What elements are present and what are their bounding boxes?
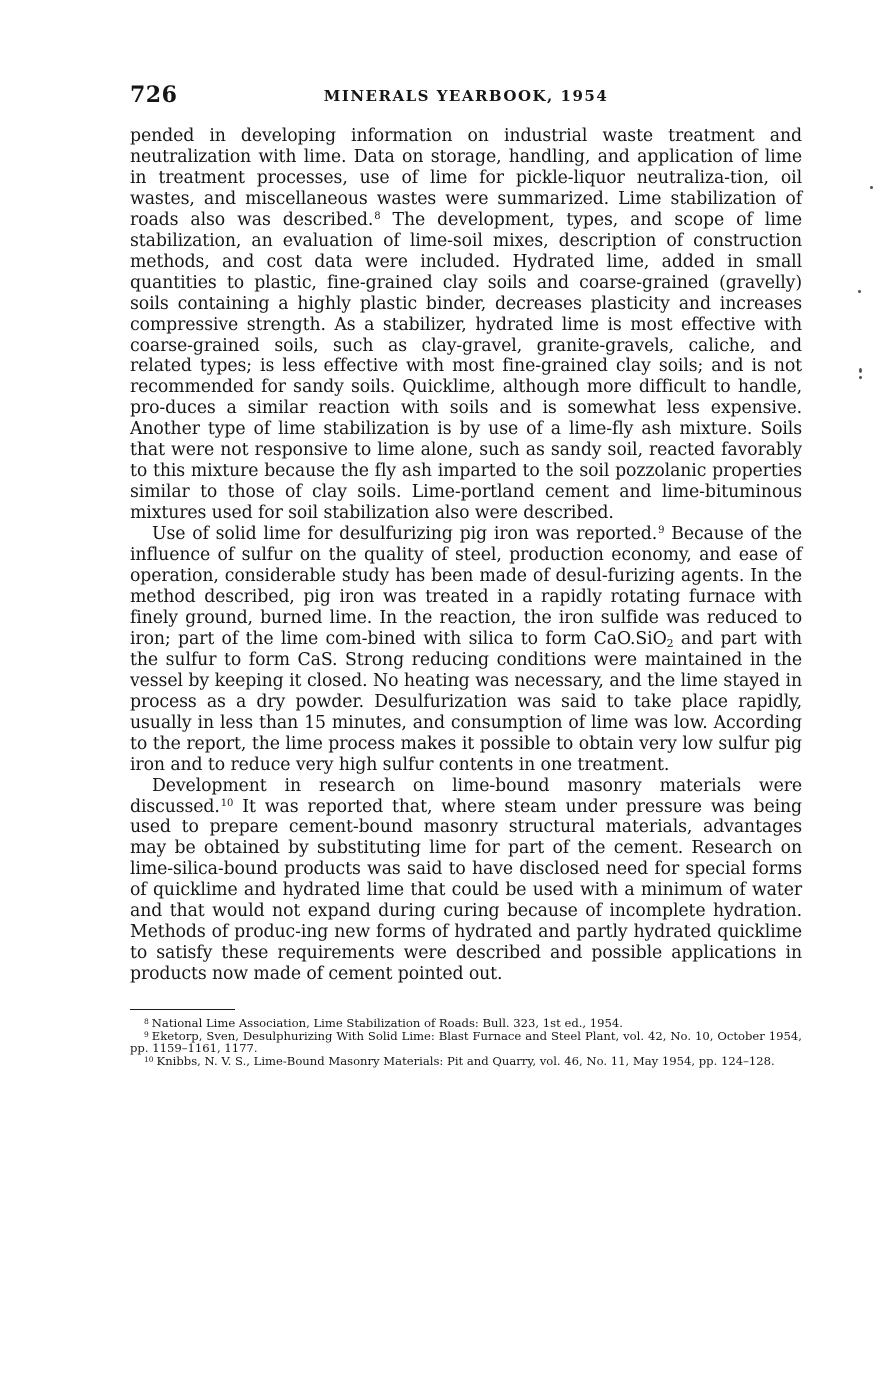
footnote-ref-9[interactable]: 9: [658, 525, 665, 537]
scan-speck: [858, 290, 861, 293]
scan-speck: [859, 376, 862, 379]
scan-speck: [859, 368, 862, 373]
footnote-number: 9: [144, 1029, 149, 1039]
page-content: [130, 82, 802, 1067]
page-number: 726: [130, 82, 178, 108]
text-segment: It was reported that, where steam under pressure was being used to prepare cement-bound masonry structural materials, advantages may be obtained by substituting lime for part of the cement. Research on lime-silica-bound products was said to have disclosed need for special forms of quicklime and hydrated lime that could be used with a minimum of water and that would not expand during curing because of incomplete hydration. Methods of produc-ing new forms of hydrated and partly hydrated quicklime to satisfy these requirements were described and possible applications in products now made of cement pointed out.: [130, 796, 802, 985]
paragraph-desulfurizing: [130, 524, 802, 775]
footnote-9: [130, 1030, 802, 1055]
text-segment: The development, types, and scope of lime stabilization, an evaluation of lime-soil mixes, description of construction methods, and cost data were included. Hydrated lime, added in small quantities to plastic, fine-grained clay soils and coarse-grained (gravelly) soils containing a highly plastic binder, decreases plasticity and increases compressive strength. As a stabilizer, hydrated lime is most effective with coarse-grained soils, such as clay-gravel, granite-gravels, caliche, and related types; is less effective with most fine-grained clay soils; and is not recommended for sandy soils. Quicklime, although more difficult to handle, pro-duces a similar reaction with soils and is somewhat less expensive. Another type of lime stabilization is by use of a lime-fly ash mixture. Soils that were not responsive to lime alone, such as sandy soil, reacted favorably to this mixture because the fly ash imparted to the soil pozzolanic properties similar to those of clay soils. Lime-portland cement and lime-bituminous mixtures used for soil stabilization also were described.: [130, 209, 802, 524]
text-segment: pended in developing information on industrial waste treatment and neutralization with lime. Data on storage, handling, and application of lime in treatment processes, use of lime for pickle-liquor neutraliza-tion, oil wastes, and miscellaneous wastes were summarized. Lime stabilization of roads also was described.: [130, 126, 802, 230]
footnote-text: National Lime Association, Lime Stabilization of Roads: Bull. 323, 1st ed., 1954.: [151, 1016, 623, 1031]
paragraph-masonry: [130, 776, 802, 986]
text-segment: Development in research on lime-bound masonry materials were discussed.: [130, 775, 802, 817]
footnote-10: [130, 1055, 802, 1068]
text-segment: Because of the influence of sulfur on the quality of steel, production economy, and ease of operation, considerable study has been made of desul-furizing agents. In the method described, pig iron was treated in a rapidly rotating furnace with finely ground, burned lime. In the reaction, the iron sulfide was reduced to iron; part of the lime com-bined with silica to form CaO.SiO: [130, 524, 802, 649]
footnote-text: Knibbs, N. V. S., Lime-Bound Masonry Materials: Pit and Quarry, vol. 46, No. 11, May 1954, pp. 124–128.: [156, 1053, 775, 1068]
running-title: MINERALS YEARBOOK, 1954: [323, 87, 609, 105]
footnotes: [130, 1017, 802, 1067]
footnote-number: 8: [144, 1017, 149, 1027]
footnote-divider: [130, 1009, 235, 1010]
footnote-text: Eketorp, Sven, Desulphurizing With Solid Lime: Blast Furnace and Steel Plant, vol. 42, No. 10, October 1954, pp. 1159–1161, 1177.: [130, 1028, 802, 1056]
footnote-ref-10[interactable]: 10: [220, 797, 234, 809]
body-text: [130, 126, 802, 985]
footnote-ref-8[interactable]: 8: [374, 210, 381, 222]
text-segment: and part with the sulfur to form CaS. Strong reducing conditions were maintained in the vessel by keeping it closed. No heating was necessary, and the lime stayed in process as a dry powder. Desulfurization was said to take place rapidly, usually in less than 15 minutes, and consumption of lime was low. According to the report, the lime process makes it possible to obtain very low sulfur pig iron and to reduce very high sulfur contents in one treatment.: [130, 628, 802, 775]
scan-speck: [870, 186, 873, 189]
paragraph-lime-stabilization: [130, 126, 802, 524]
text-segment: Use of solid lime for desulfurizing pig iron was reported.: [152, 524, 658, 545]
chemical-subscript: 2: [666, 636, 674, 650]
running-head: [130, 82, 802, 114]
footnote-number: 10: [144, 1054, 154, 1064]
